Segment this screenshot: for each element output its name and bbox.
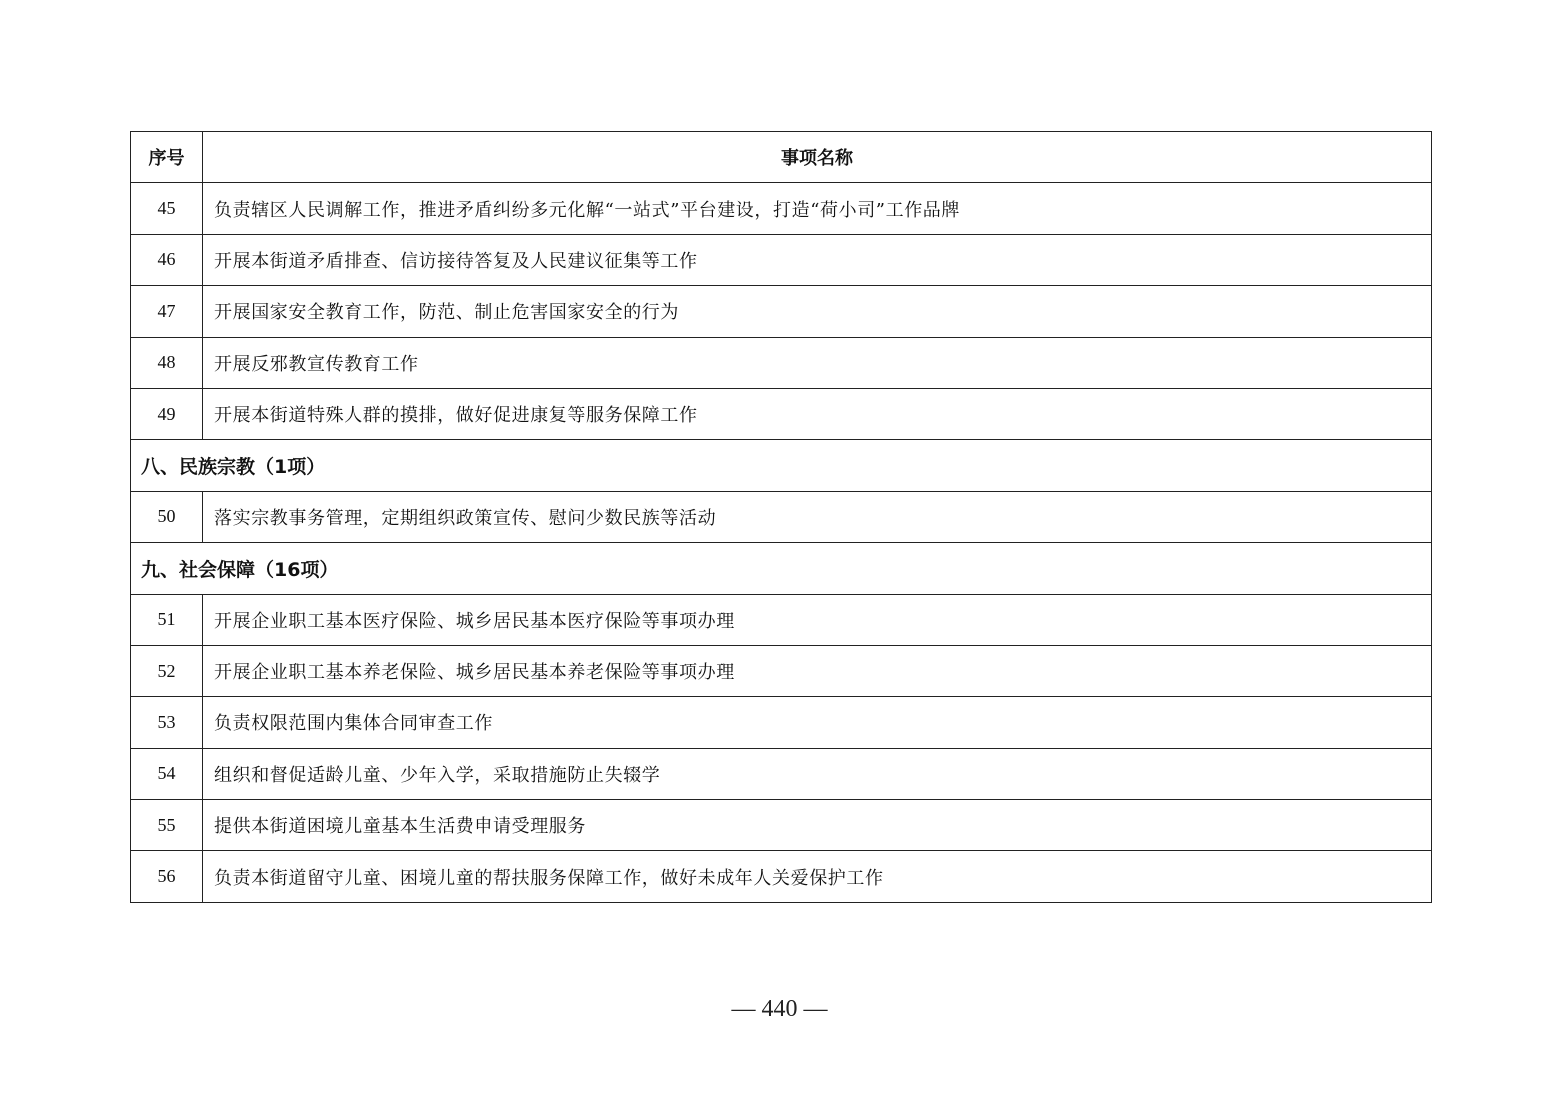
table-row: [131, 594, 1432, 645]
section-row: [131, 440, 1432, 491]
row-number: 47: [131, 286, 203, 337]
header-number: 序号: [131, 132, 203, 183]
row-number: 46: [131, 234, 203, 285]
table-row: [131, 800, 1432, 851]
header-item-name: 事项名称: [203, 132, 1432, 183]
row-item-name: 开展国家安全教育工作，防范、制止危害国家安全的行为: [203, 286, 1432, 337]
section-title: 八、民族宗教（1项）: [131, 440, 1432, 491]
row-item-name: 开展本街道矛盾排查、信访接待答复及人民建议征集等工作: [203, 234, 1432, 285]
items-table: [130, 131, 1432, 903]
row-item-name: 开展反邪教宣传教育工作: [203, 337, 1432, 388]
section-row: [131, 543, 1432, 594]
row-number: 49: [131, 388, 203, 439]
row-item-name: 组织和督促适龄儿童、少年入学，采取措施防止失辍学: [203, 748, 1432, 799]
row-number: 51: [131, 594, 203, 645]
section-title: 九、社会保障（16项）: [131, 543, 1432, 594]
table-row: [131, 337, 1432, 388]
row-number: 56: [131, 851, 203, 902]
table-row: [131, 286, 1432, 337]
table-row: [131, 697, 1432, 748]
table-row: [131, 183, 1432, 234]
table-body: [131, 132, 1432, 903]
page-number: — 440 —: [731, 996, 828, 1022]
row-number: 50: [131, 491, 203, 542]
row-number: 54: [131, 748, 203, 799]
row-item-name: 开展本街道特殊人群的摸排，做好促进康复等服务保障工作: [203, 388, 1432, 439]
row-item-name: 开展企业职工基本养老保险、城乡居民基本养老保险等事项办理: [203, 645, 1432, 696]
row-item-name: 负责本街道留守儿童、困境儿童的帮扶服务保障工作，做好未成年人关爱保护工作: [203, 851, 1432, 902]
table-row: [131, 748, 1432, 799]
table-row: [131, 851, 1432, 902]
row-number: 52: [131, 645, 203, 696]
row-item-name: 落实宗教事务管理，定期组织政策宣传、慰问少数民族等活动: [203, 491, 1432, 542]
table-row: [131, 234, 1432, 285]
table-row: [131, 388, 1432, 439]
row-number: 55: [131, 800, 203, 851]
row-item-name: 负责权限范围内集体合同审查工作: [203, 697, 1432, 748]
row-item-name: 开展企业职工基本医疗保险、城乡居民基本医疗保险等事项办理: [203, 594, 1432, 645]
table-header-row: [131, 132, 1432, 183]
row-number: 48: [131, 337, 203, 388]
row-item-name: 提供本街道困境儿童基本生活费申请受理服务: [203, 800, 1432, 851]
row-number: 45: [131, 183, 203, 234]
table-row: [131, 645, 1432, 696]
row-number: 53: [131, 697, 203, 748]
row-item-name: 负责辖区人民调解工作，推进矛盾纠纷多元化解“一站式”平台建设，打造“荷小司”工作品牌: [203, 183, 1432, 234]
table-row: [131, 491, 1432, 542]
